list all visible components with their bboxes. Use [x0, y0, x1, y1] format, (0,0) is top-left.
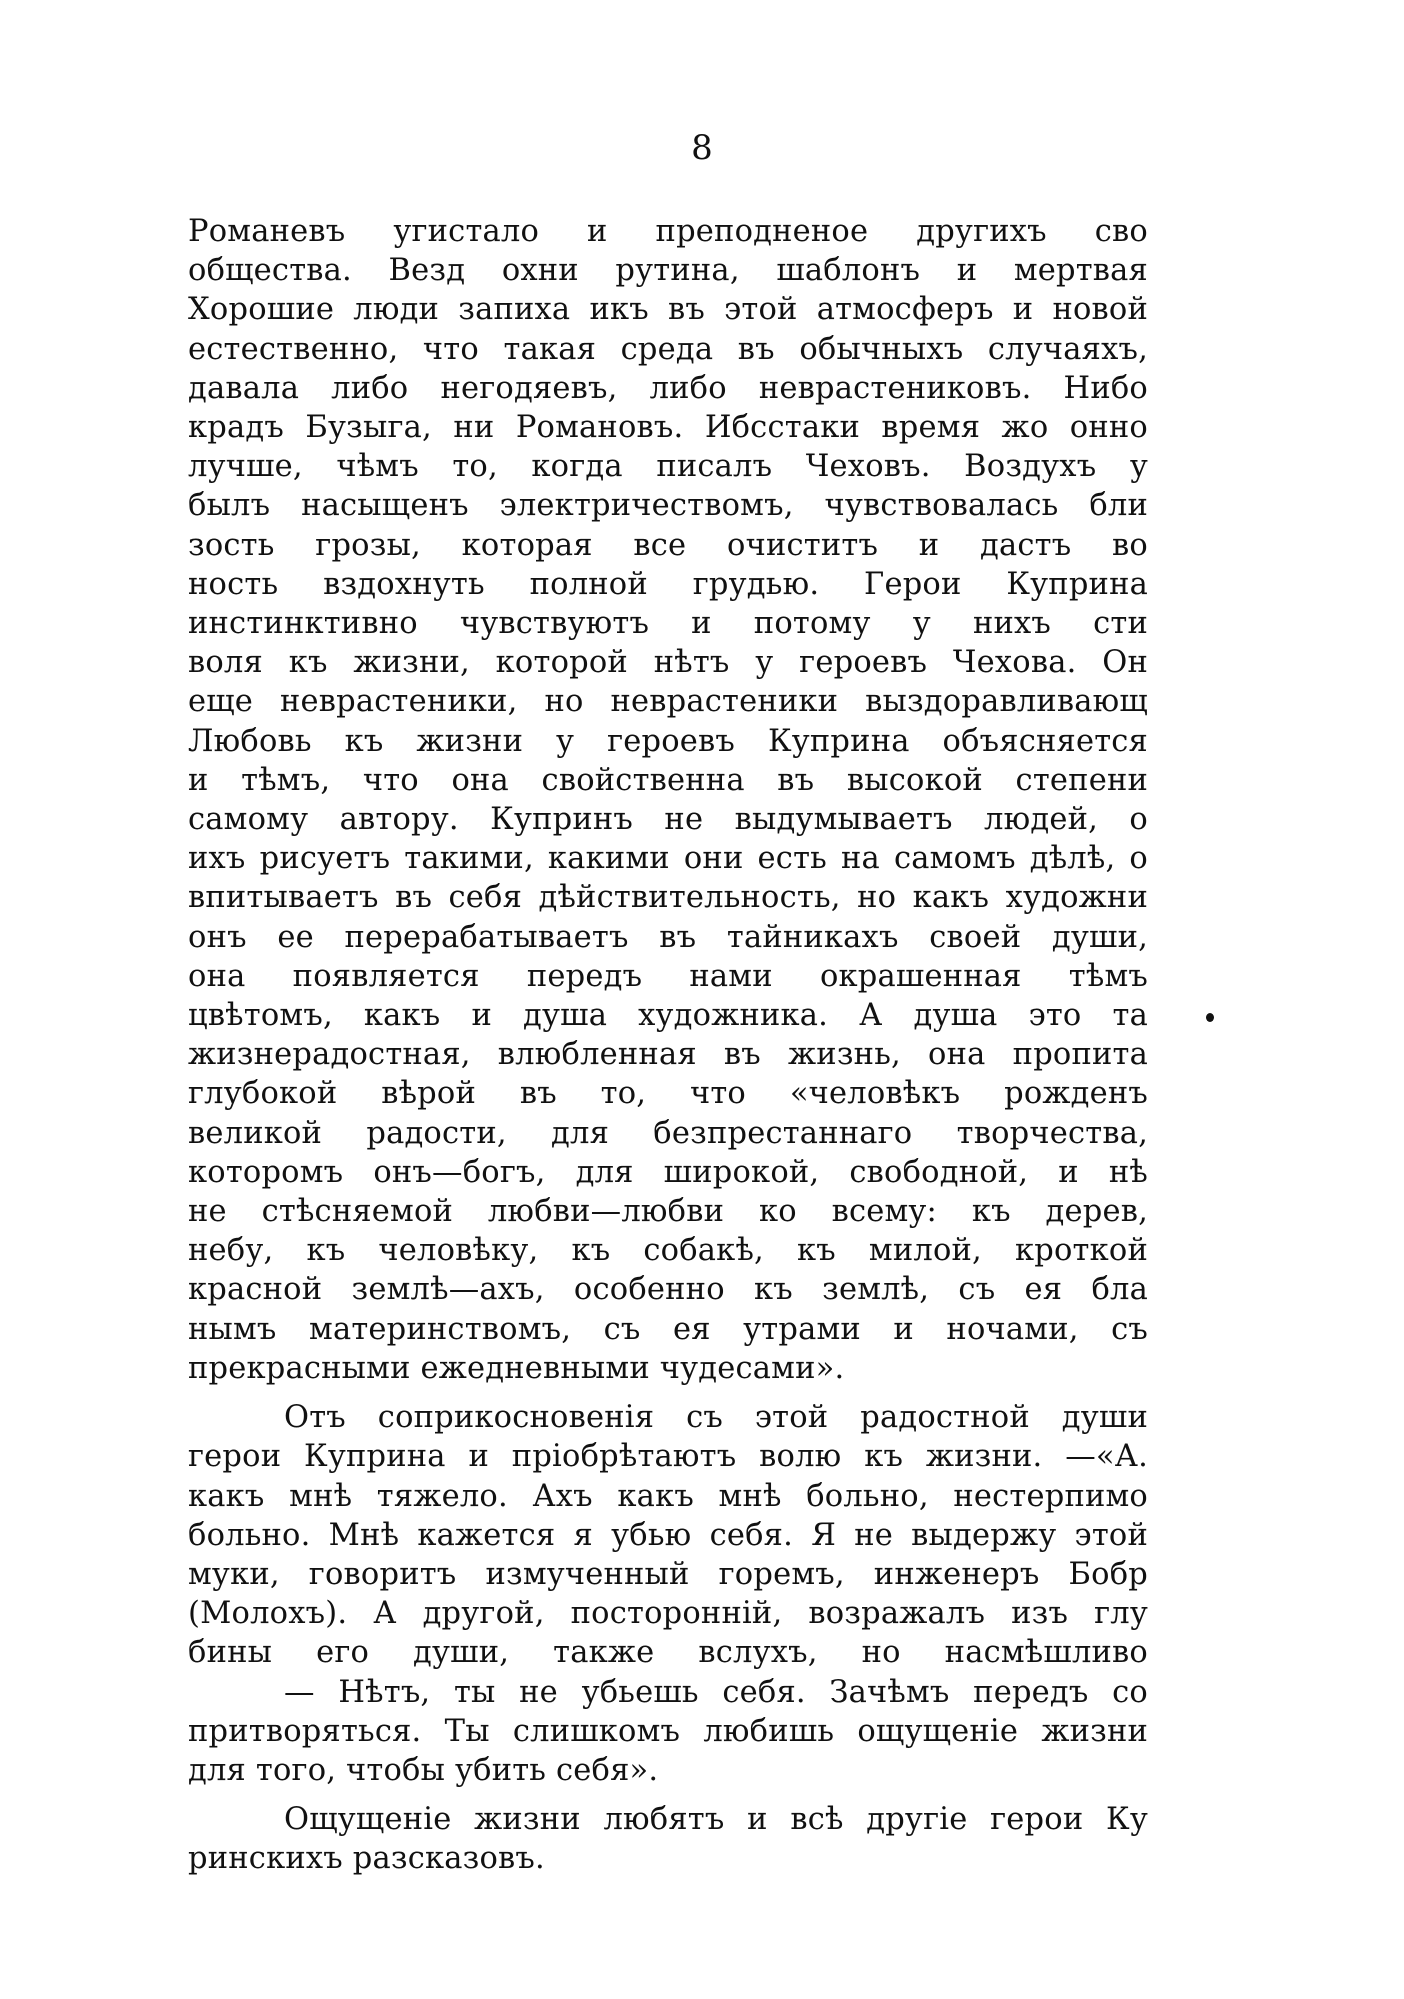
text-line: самому автору. Купринъ не выдумываетъ людей, о — [188, 802, 1148, 838]
text-line: какъ мнѣ тяжело. Ахъ какъ мнѣ больно, нестерпимо — [188, 1478, 1148, 1514]
text-line: зость грозы, которая все очиститъ и дастъ во — [188, 527, 1148, 563]
text-line: — Нѣтъ, ты не убьешь себя. Зачѣмъ передъ со — [284, 1674, 1148, 1710]
text-line: лучше, чѣмъ то, когда писалъ Чеховъ. Воздухъ у — [188, 449, 1148, 485]
paragraph — [188, 1800, 1148, 1878]
text-line: Ощущеніе жизни любятъ и всѣ другіе герои Ку — [284, 1802, 1148, 1838]
paragraph — [188, 212, 1148, 1388]
text-line: Отъ соприкосновенія съ этой радостной души — [284, 1400, 1148, 1436]
text-line: бины его души, также вслухъ, но насмѣшливо — [188, 1635, 1148, 1671]
page-number: 8 — [691, 128, 713, 168]
text-line: (Молохъ). А другой, посторонній, возражалъ изъ глу — [188, 1596, 1148, 1632]
text-line: естественно, что такая среда въ обычныхъ случаяхъ, — [188, 331, 1148, 367]
text-line: нымъ материнствомъ, съ ея утрами и ночами, съ — [188, 1311, 1148, 1347]
text-line: Любовь къ жизни у героевъ Куприна объясняется — [188, 723, 1148, 759]
text-line: муки, говоритъ измученный горемъ, инженеръ Бобр — [188, 1556, 1148, 1592]
text-line: больно. Мнѣ кажется я убью себя. Я не выдержу этой — [188, 1517, 1148, 1553]
text-line: инстинктивно чувствуютъ и потому у нихъ сти — [188, 606, 1148, 642]
text-line: герои Куприна и пріобрѣтаютъ волю къ жизни. —«А. — [188, 1439, 1148, 1475]
text-line: Романевъ угистало и преподненое другихъ сво — [188, 214, 1148, 249]
text-line: давала либо негодяевъ, либо неврастениковъ. Нибо — [188, 370, 1148, 406]
text-line: онъ ее перерабатываетъ въ тайникахъ своей души, — [188, 919, 1148, 955]
text-line: ность вздохнуть полной грудью. Герои Куприна — [188, 566, 1148, 602]
text-line: Хорошие люди запиха икъ въ этой атмосферъ и новой — [188, 292, 1148, 328]
ink-speck — [1206, 1013, 1214, 1022]
text-line: глубокой вѣрой въ то, что «человѣкъ рожденъ — [188, 1076, 1148, 1112]
text-line: она появляется передъ нами окрашенная тѣмъ — [188, 958, 1148, 994]
text-line: и тѣмъ, что она свойственна въ высокой степени — [188, 762, 1148, 798]
text-line: прекрасными ежедневными чудесами». — [188, 1350, 845, 1386]
text-line: притворяться. Ты слишкомъ любишь ощущеніе жизни — [188, 1713, 1148, 1749]
paragraph — [188, 1398, 1148, 1790]
text-line: не стѣсняемой любви—любви ко всему: къ дерев, — [188, 1194, 1148, 1230]
text-line: цвѣтомъ, какъ и душа художника. А душа это та — [188, 998, 1148, 1034]
text-line: воля къ жизни, которой нѣтъ у героевъ Чехова. Он — [188, 645, 1148, 681]
text-line: впитываетъ въ себя дѣйствительность, но какъ художни — [188, 880, 1148, 916]
text-line: великой радости, для безпрестаннаго творчества, — [188, 1115, 1148, 1151]
text-line: былъ насыщенъ электричествомъ, чувствовалась бли — [188, 488, 1148, 524]
text-line: для того, чтобы убить себя». — [188, 1752, 659, 1788]
text-line: общества. Везд охни рутина, шаблонъ и мертвая — [188, 253, 1148, 289]
text-line: жизнерадостная, влюбленная въ жизнь, она пропита — [188, 1037, 1148, 1073]
text-line: красной землѣ—ахъ, особенно къ землѣ, съ ея бла — [188, 1272, 1148, 1308]
text-line: которомъ онъ—богъ, для широкой, свободной, и нѣ — [188, 1154, 1148, 1190]
text-line: крадъ Бузыга, ни Романовъ. Ибсстаки время жо онно — [188, 410, 1148, 446]
text-line: небу, къ человѣку, къ собакѣ, къ милой, кроткой — [188, 1233, 1148, 1269]
body-text — [188, 212, 1148, 1879]
text-line: ихъ рисуетъ такими, какими они есть на самомъ дѣлѣ, о — [188, 841, 1148, 877]
text-line: еще неврастеники, но неврастеники выздоравливающ — [188, 684, 1148, 720]
text-line: ринскихъ разсказовъ. — [188, 1841, 545, 1877]
